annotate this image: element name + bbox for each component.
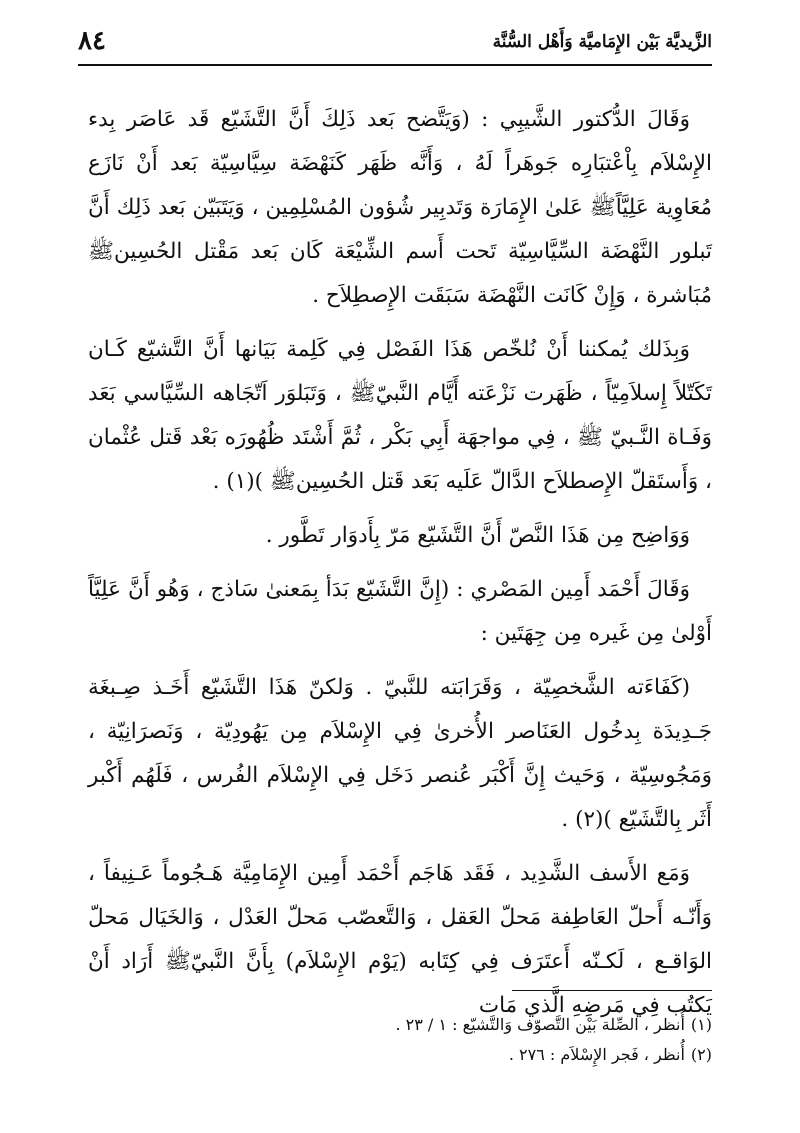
running-title: الزَّيديَّة بَيْن الإِمَاميَّة وَأَهْل السُّنَّة xyxy=(492,32,712,52)
paragraph: وَقَالَ الدُّكتور الشَّيبِي : (وَيَتَّضح بَعد ذَلِكَ أَنَّ التَّشَيّع قَد عَاصَر بِدء الإِسْلاَم بِاْعْتبَارِه جَوهَراً لَهُ ، وَأَنَّه ظَهَر كَنَهْضَة سِيَّاسِيّة بَعد أَنْ نَازَع مُعَاوِية عَلِيَّاًﷺ عَلىٰ الإِمَارَة وَتَدبِير شُؤون المُسْلِمِين ، وَيَتَبَيّن بَعد ذَلِك أَنَّ تَبلور النَّهْضَة السِّيَّاسِيّة تَحت أَسم الشِّيْعَة كَان بَعد مَقْتل الحُسِينﷺ مُبَاشرة ، وَإِنْ كَانَت النَّهْضَة سَبَقَت الإِصطِلاَح . xyxy=(88,107,712,308)
footnotes xyxy=(88,1010,712,1070)
footnote-text: أُنظر ، الصِّلة بَيْن التَّصوّف وَالتَّشيّع : ١ / ٢٣ . xyxy=(395,1015,685,1034)
footnote xyxy=(88,1010,712,1040)
footnote xyxy=(88,1040,712,1070)
page-header xyxy=(78,26,712,60)
quotation-paragraph: (كَفَاءَته الشَّخصِيّة ، وَقَرَابَته للنَّبيّ . وَلكنّ هَذَا التَّشَيّع أَخَـذ صِـبغَة جَـدِيدَة بِدخُول العَنَاصر الأُخرىٰ فِي الإِسْلاَم مِن يَهُودِيّة ، وَنَصرَانِيّة ، وَمَجُوسِيّة ، وَحَيث إِنَّ أَكْبَر عُنصر دَخَل فِي الإِسْلاَم الفُرس ، فَلَهُم أَكْبر أَثَر بِالتَّشَيّع )(٢) . xyxy=(88,675,712,832)
footnote-text: أُنظر ، فَجر الإِسْلاَم : ٢٧٦ . xyxy=(508,1045,685,1064)
footnote-mark: (١) xyxy=(690,1015,712,1034)
footnote-mark: (٢) xyxy=(690,1045,712,1064)
paragraph: وَقَالَ أَحْمَد أَمِين المَصْري : (إِنَّ التَّشَيّع بَدَأ بِمَعنىٰ سَاذج ، وَهُو أَنَّ عَلِيَّاً أَوْلىٰ مِن غَيره مِن جِهَتَين : xyxy=(88,577,712,646)
header-rule xyxy=(78,64,712,66)
paragraph: وَبِذَلك يُمكننا أَنْ نُلخّص هَذَا الفَصْل فِي كَلِمة بَيَانها أَنَّ التَّشيّع كَـان تَكَتّلاً إِسلاَمِيّاً ، ظَهَرت نَزْعَته أَيَّام النَّبيّﷺ ، وَتَبَلوَر اَتّجَاهه السِّيَّاسي بَعَد وَفَـاة النَّـبيّ ﷺ ، فِي مواجهَة أَبِي بَكْر ، ثُمَّ أَشْتَد ظُهُورَه بَعْد قَتل عُثْمان ، وَأَستَقلّ الإِصطلاَح الدَّالّ عَلَيه بَعَد قَتل الحُسِينﷺ )(١) . xyxy=(88,337,712,494)
paragraph: وَوَاضِح مِن هَذَا النَّصّ أَنَّ التَّشَيّع مَرّ بِأَدوَار تَطَّور . xyxy=(265,523,690,548)
footnote-rule xyxy=(512,990,712,991)
paragraph: وَمَع الأَسف الشَّدِيد ، فَقَد هَاجَم أَحْمَد أَمِين الإِمَامِيَّة هَـجُوماً عَـنِيفاً ، وَأَنّـه أَحلّ العَاطِفة مَحلّ العَقل ، وَالتَّعصّب مَحلّ العَدْل ، وَالخَيَال مَحلّ الوَاقـع ، لَكـنّه أَعتَرَف فِي كِتَابه (يَوْم الإِسْلاَم) بِأَنَّ النَّبيّﷺ أَرَاد أَنْ يَكتُب فِي مَرضِهِ الَّذي مَات xyxy=(88,861,712,1018)
body-text xyxy=(88,98,712,1028)
page-number: ٨٤ xyxy=(78,26,106,56)
